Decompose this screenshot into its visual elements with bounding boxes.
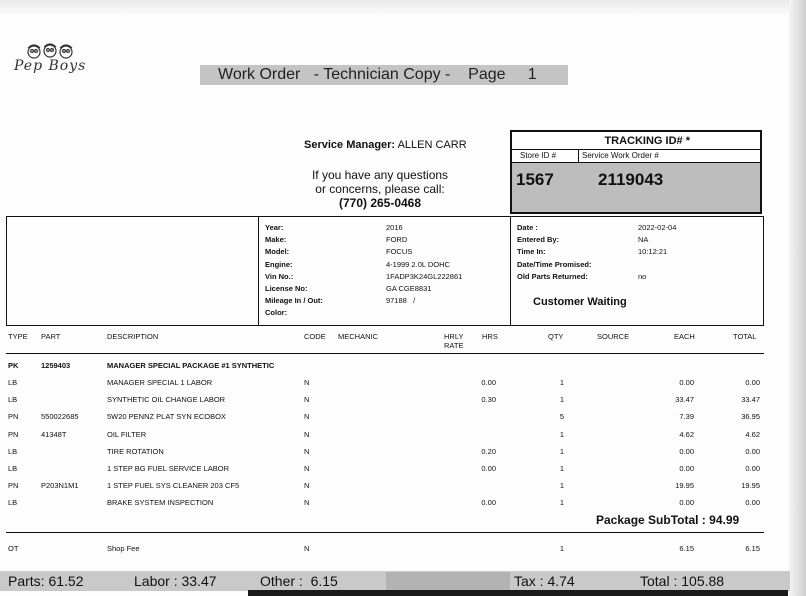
package-subtotal: Package SubTotal : 94.99: [596, 513, 740, 527]
col-each: EACH: [674, 332, 695, 341]
col-source: SOURCE: [597, 332, 630, 341]
order-value: NA: [638, 235, 649, 245]
line-type: PN: [8, 429, 19, 439]
tracking-box: [510, 130, 762, 214]
col-part: PART: [41, 332, 61, 341]
package-part: 1259403: [41, 361, 71, 370]
line-each: 0.00: [679, 464, 694, 473]
col-rate-1: HRLY: [444, 332, 464, 341]
col-rate-2: RATE: [444, 341, 464, 350]
order-label: Entered By:: [517, 235, 560, 245]
line-type: PN: [8, 481, 19, 491]
package-type: PK: [8, 361, 19, 370]
contact-block: [290, 168, 470, 210]
service-manager: [304, 139, 467, 151]
scan-bottom-edge: [248, 590, 788, 596]
order-label: Date/Time Promised:: [517, 259, 592, 269]
document-title: Work Order - Technician Copy - Page 1: [200, 65, 568, 85]
info-divider-right: [510, 216, 511, 326]
vehicle-label: Color:: [265, 308, 288, 318]
other-type: OT: [8, 544, 19, 553]
line-type: LB: [8, 498, 18, 508]
order-value: no: [638, 271, 647, 281]
line-description: 1 STEP FUEL SYS CLEANER 203 CF5: [107, 481, 240, 491]
line-hrs: 0.30: [481, 395, 496, 405]
line-code: N: [304, 429, 310, 439]
line-code: N: [304, 481, 310, 491]
line-total: 0.00: [745, 464, 760, 473]
line-each: 7.39: [679, 412, 694, 422]
line-hrs: 0.00: [481, 378, 496, 387]
order-label: Old Parts Returned:: [517, 271, 588, 281]
line-type: LB: [8, 395, 18, 405]
line-type: LB: [8, 446, 18, 456]
line-qty: 1: [559, 498, 564, 508]
line-qty: 1: [559, 481, 564, 491]
line-code: N: [304, 395, 310, 405]
contact-phone: (770) 265-0468: [338, 196, 422, 210]
other-description: Shop Fee: [107, 544, 140, 553]
line-part: 550022685: [41, 412, 79, 422]
line-each: 19.95: [675, 481, 694, 491]
vehicle-value: 2016: [386, 223, 403, 232]
vehicle-value: [386, 307, 506, 319]
col-total: TOTAL: [733, 332, 757, 341]
vehicle-label: Model:: [265, 247, 290, 257]
line-qty: 1: [559, 446, 564, 456]
line-code: N: [304, 378, 310, 387]
line-each: 33.47: [675, 395, 694, 405]
line-description: MANAGER SPECIAL 1 LABOR: [107, 378, 213, 387]
line-description: SYNTHETIC OIL CHANGE LABOR: [107, 395, 226, 405]
other-qty: 1: [559, 544, 564, 553]
line-each: 4.62: [679, 429, 694, 439]
order-labels: [517, 222, 627, 283]
line-code: N: [304, 412, 310, 422]
store-id: 1567: [516, 170, 554, 189]
line-hrs: 0.20: [481, 446, 496, 456]
col-type: TYPE: [8, 332, 28, 341]
line-type: PN: [8, 412, 19, 422]
store-id-label: Store ID #: [520, 151, 557, 160]
vehicle-label: Vin No.:: [265, 271, 294, 281]
service-manager-name: ALLEN CARR: [397, 139, 467, 151]
subtotal-rule: [6, 532, 764, 533]
work-order-number: 2119043: [598, 170, 664, 189]
line-code: N: [304, 446, 310, 456]
labor-total: Labor : 33.47: [134, 573, 217, 589]
line-total: 0.00: [745, 378, 760, 387]
line-each: 0.00: [679, 446, 694, 456]
info-divider-left: [258, 216, 259, 326]
line-code: N: [304, 464, 310, 473]
line-total: 19.95: [741, 481, 760, 491]
line-type: LB: [8, 464, 18, 473]
line-description: BRAKE SYSTEM INSPECTION: [107, 498, 214, 508]
line-hrs: 0.00: [481, 464, 496, 473]
vehicle-label: Year:: [265, 223, 284, 232]
line-total: 36.95: [741, 412, 760, 422]
customer-status: Customer Waiting: [533, 296, 627, 308]
other-each: 6.15: [679, 544, 694, 553]
line-description: 5W20 PENNZ PLAT SYN ECOBOX: [107, 412, 226, 422]
logo-text: Pep Boys: [14, 58, 87, 74]
vehicle-value: FORD: [386, 235, 408, 245]
scan-top-edge: [0, 0, 806, 14]
parts-total: Parts: 61.52: [8, 573, 84, 589]
order-label: Time In:: [517, 247, 546, 257]
col-hrs: HRS: [482, 332, 498, 341]
line-each: 0.00: [679, 378, 694, 387]
tracking-divider: [578, 150, 579, 162]
line-hrs: 0.00: [481, 498, 496, 508]
col-mechanic: MECHANIC: [338, 332, 379, 341]
other-total-footer: Other : 6.15: [260, 573, 338, 589]
order-label: Date :: [517, 223, 538, 232]
line-total: 0.00: [745, 446, 760, 456]
line-description: 1 STEP BG FUEL SERVICE LABOR: [107, 464, 229, 473]
line-total: 4.62: [745, 429, 760, 439]
line-type: LB: [8, 378, 18, 387]
contact-line-1: If you have any questions: [311, 168, 449, 182]
work-order-label: Service Work Order #: [582, 151, 659, 160]
line-total: 33.47: [741, 395, 760, 405]
tax-total: Tax : 4.74: [514, 573, 575, 589]
package-description: MANAGER SPECIAL PACKAGE #1 SYNTHETIC: [107, 361, 275, 370]
totals-bar-spacer: [386, 572, 510, 590]
header-rule: [6, 353, 764, 354]
vehicle-label: Make:: [265, 235, 287, 245]
order-values: [638, 222, 748, 283]
grand-total: Total : 105.88: [640, 573, 725, 589]
service-manager-label: Service Manager:: [304, 139, 396, 151]
line-qty: 1: [559, 395, 564, 405]
order-value: [638, 259, 748, 271]
col-qty: QTY: [548, 332, 564, 341]
line-qty: 5: [559, 412, 564, 422]
line-part: 41348T: [41, 429, 67, 439]
vehicle-labels: [265, 222, 375, 320]
vehicle-values: [386, 222, 506, 320]
vehicle-value: FOCUS: [386, 247, 413, 257]
contact-line-2: or concerns, please call:: [315, 182, 445, 196]
tracking-subheader: [512, 150, 760, 163]
line-description: OIL FILTER: [107, 429, 147, 439]
scan-right-edge: [789, 0, 806, 596]
line-code: N: [304, 498, 310, 508]
col-description: DESCRIPTION: [107, 332, 159, 341]
vehicle-value: GA CGE8831: [386, 284, 432, 294]
vehicle-value: 4-1999 2.0L DOHC: [386, 259, 450, 269]
line-total: 0.00: [745, 498, 760, 508]
line-each: 0.00: [679, 498, 694, 508]
line-qty: 1: [559, 429, 564, 439]
line-description: TIRE ROTATION: [107, 446, 164, 456]
vehicle-value: 97188 /: [386, 296, 416, 306]
other-total: 6.15: [745, 544, 760, 553]
col-code: CODE: [304, 332, 326, 341]
other-code: N: [304, 544, 310, 553]
vehicle-label: Engine:: [265, 259, 293, 269]
vehicle-label: License No:: [265, 284, 308, 294]
line-part: P203N1M1: [41, 481, 79, 491]
line-qty: 1: [559, 464, 564, 473]
vehicle-value: 1FADP3K24GL222861: [386, 271, 463, 281]
vehicle-label: Mileage In / Out:: [265, 296, 323, 306]
order-value: 10:12:21: [638, 247, 668, 257]
order-value: 2022-02-04: [638, 223, 677, 232]
line-qty: 1: [559, 378, 564, 387]
tracking-title: TRACKING ID# *: [512, 132, 760, 150]
